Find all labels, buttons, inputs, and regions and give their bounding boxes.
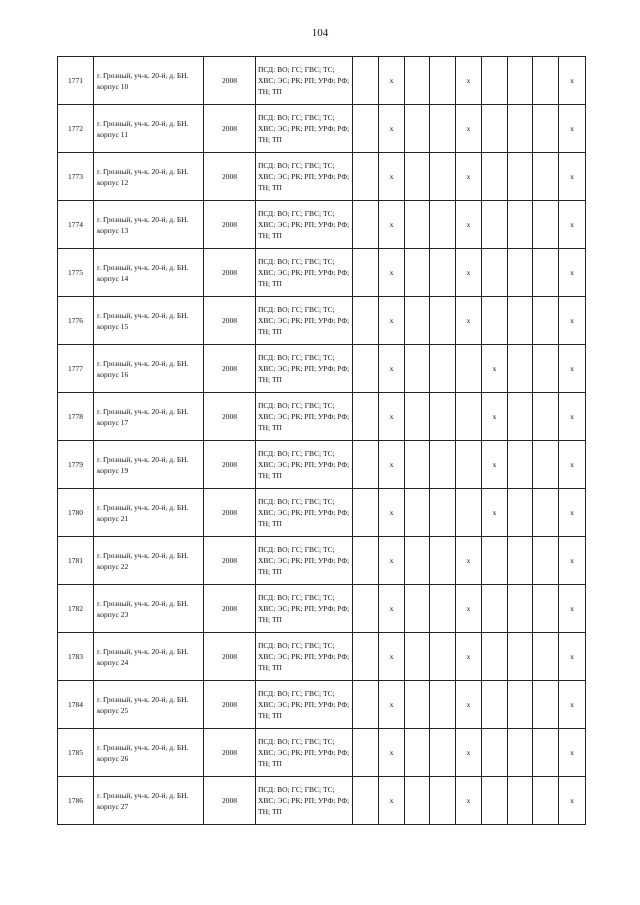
row-number-cell: 1771 (58, 57, 94, 105)
mark-cell (508, 249, 533, 297)
mark-cell (353, 537, 379, 585)
mark-cell: х (456, 633, 482, 681)
mark-cell (405, 441, 430, 489)
year-cell: 2008 (204, 489, 256, 537)
mark-cell: х (559, 57, 586, 105)
systems-cell: ПСД: ВО; ГС; ГВС; ТС; ХВС; ЭС; РК; РП; УРФ; РФ; ТН; ТП (256, 681, 353, 729)
table-row (58, 633, 586, 681)
year-cell: 2008 (204, 105, 256, 153)
year-cell: 2008 (204, 633, 256, 681)
mark-cell (405, 585, 430, 633)
mark-cell: х (559, 441, 586, 489)
mark-cell (353, 489, 379, 537)
systems-cell: ПСД: ВО; ГС; ГВС; ТС; ХВС; ЭС; РК; РП; УРФ; РФ; ТН; ТП (256, 105, 353, 153)
year-cell: 2008 (204, 297, 256, 345)
mark-cell: х (456, 681, 482, 729)
mark-cell: х (482, 393, 508, 441)
mark-cell (482, 57, 508, 105)
table-row (58, 105, 586, 153)
mark-cell (533, 57, 559, 105)
mark-cell (405, 537, 430, 585)
mark-cell: х (456, 57, 482, 105)
mark-cell (533, 441, 559, 489)
mark-cell (508, 153, 533, 201)
mark-cell (430, 249, 456, 297)
table-row (58, 777, 586, 825)
mark-cell (533, 153, 559, 201)
mark-cell: х (456, 297, 482, 345)
table-body (58, 57, 586, 825)
mark-cell: х (379, 249, 405, 297)
mark-cell: х (379, 393, 405, 441)
mark-cell (482, 729, 508, 777)
address-cell: г. Грозный, уч-к. 20-й, д. БН. корпус 19 (94, 441, 204, 489)
table-row (58, 537, 586, 585)
mark-cell: х (456, 105, 482, 153)
mark-cell: х (456, 777, 482, 825)
mark-cell: х (559, 489, 586, 537)
mark-cell (405, 345, 430, 393)
mark-cell: х (559, 585, 586, 633)
year-cell: 2008 (204, 249, 256, 297)
mark-cell (353, 633, 379, 681)
mark-cell (482, 249, 508, 297)
mark-cell (405, 393, 430, 441)
mark-cell (405, 633, 430, 681)
year-cell: 2008 (204, 345, 256, 393)
address-cell: г. Грозный, уч-к. 20-й, д. БН. корпус 25 (94, 681, 204, 729)
mark-cell: х (559, 249, 586, 297)
year-cell: 2008 (204, 441, 256, 489)
mark-cell (430, 681, 456, 729)
table-row (58, 393, 586, 441)
year-cell: 2008 (204, 393, 256, 441)
mark-cell (430, 105, 456, 153)
mark-cell: х (379, 201, 405, 249)
mark-cell (405, 153, 430, 201)
mark-cell: х (379, 441, 405, 489)
row-number-cell: 1783 (58, 633, 94, 681)
systems-cell: ПСД: ВО; ГС; ГВС; ТС; ХВС; ЭС; РК; РП; УРФ; РФ; ТН; ТП (256, 585, 353, 633)
mark-cell (405, 105, 430, 153)
mark-cell: х (482, 489, 508, 537)
mark-cell (353, 249, 379, 297)
mark-cell (430, 585, 456, 633)
systems-cell: ПСД: ВО; ГС; ГВС; ТС; ХВС; ЭС; РК; РП; УРФ; РФ; ТН; ТП (256, 633, 353, 681)
table-row (58, 489, 586, 537)
mark-cell (508, 57, 533, 105)
address-cell: г. Грозный, уч-к. 20-й, д. БН. корпус 10 (94, 57, 204, 105)
mark-cell (533, 537, 559, 585)
mark-cell (482, 297, 508, 345)
year-cell: 2008 (204, 585, 256, 633)
mark-cell (430, 441, 456, 489)
mark-cell: х (559, 393, 586, 441)
address-cell: г. Грозный, уч-к. 20-й, д. БН. корпус 17 (94, 393, 204, 441)
mark-cell: х (379, 105, 405, 153)
row-number-cell: 1772 (58, 105, 94, 153)
mark-cell: х (456, 153, 482, 201)
row-number-cell: 1782 (58, 585, 94, 633)
mark-cell: х (559, 297, 586, 345)
mark-cell: х (559, 153, 586, 201)
mark-cell: х (456, 201, 482, 249)
mark-cell (456, 441, 482, 489)
table-row (58, 201, 586, 249)
systems-cell: ПСД: ВО; ГС; ГВС; ТС; ХВС; ЭС; РК; РП; УРФ; РФ; ТН; ТП (256, 489, 353, 537)
mark-cell (482, 585, 508, 633)
mark-cell (353, 393, 379, 441)
mark-cell (533, 489, 559, 537)
address-cell: г. Грозный, уч-к. 20-й, д. БН. корпус 12 (94, 153, 204, 201)
mark-cell: х (559, 537, 586, 585)
mark-cell (482, 633, 508, 681)
mark-cell (482, 537, 508, 585)
mark-cell (508, 201, 533, 249)
mark-cell (353, 201, 379, 249)
mark-cell (508, 729, 533, 777)
mark-cell (482, 201, 508, 249)
table-row (58, 681, 586, 729)
systems-cell: ПСД: ВО; ГС; ГВС; ТС; ХВС; ЭС; РК; РП; УРФ; РФ; ТН; ТП (256, 537, 353, 585)
mark-cell (353, 585, 379, 633)
mark-cell: х (456, 585, 482, 633)
mark-cell (508, 345, 533, 393)
row-number-cell: 1784 (58, 681, 94, 729)
mark-cell (533, 585, 559, 633)
row-number-cell: 1774 (58, 201, 94, 249)
mark-cell (508, 393, 533, 441)
mark-cell: х (559, 777, 586, 825)
mark-cell (456, 393, 482, 441)
row-number-cell: 1778 (58, 393, 94, 441)
mark-cell (405, 57, 430, 105)
year-cell: 2008 (204, 681, 256, 729)
mark-cell (508, 105, 533, 153)
mark-cell (430, 297, 456, 345)
mark-cell: х (482, 345, 508, 393)
mark-cell (482, 777, 508, 825)
row-number-cell: 1786 (58, 777, 94, 825)
year-cell: 2008 (204, 777, 256, 825)
row-number-cell: 1781 (58, 537, 94, 585)
mark-cell (482, 153, 508, 201)
year-cell: 2008 (204, 153, 256, 201)
mark-cell (508, 585, 533, 633)
mark-cell (430, 537, 456, 585)
address-cell: г. Грозный, уч-к. 20-й, д. БН. корпус 23 (94, 585, 204, 633)
mark-cell (508, 777, 533, 825)
address-cell: г. Грозный, уч-к. 20-й, д. БН. корпус 11 (94, 105, 204, 153)
table-row (58, 729, 586, 777)
row-number-cell: 1780 (58, 489, 94, 537)
mark-cell: х (379, 633, 405, 681)
mark-cell (533, 633, 559, 681)
systems-cell: ПСД: ВО; ГС; ГВС; ТС; ХВС; ЭС; РК; РП; УРФ; РФ; ТН; ТП (256, 777, 353, 825)
mark-cell (430, 393, 456, 441)
mark-cell: х (559, 633, 586, 681)
mark-cell: х (379, 153, 405, 201)
mark-cell: х (456, 537, 482, 585)
mark-cell: х (379, 345, 405, 393)
mark-cell (508, 441, 533, 489)
mark-cell (533, 297, 559, 345)
mark-cell (430, 489, 456, 537)
mark-cell: х (379, 681, 405, 729)
mark-cell (405, 201, 430, 249)
mark-cell: х (379, 489, 405, 537)
mark-cell (430, 777, 456, 825)
address-cell: г. Грозный, уч-к. 20-й, д. БН. корпус 22 (94, 537, 204, 585)
mark-cell: х (379, 729, 405, 777)
year-cell: 2008 (204, 537, 256, 585)
systems-cell: ПСД: ВО; ГС; ГВС; ТС; ХВС; ЭС; РК; РП; УРФ; РФ; ТН; ТП (256, 345, 353, 393)
mark-cell: х (559, 345, 586, 393)
address-cell: г. Грозный, уч-к. 20-й, д. БН. корпус 27 (94, 777, 204, 825)
systems-cell: ПСД: ВО; ГС; ГВС; ТС; ХВС; ЭС; РК; РП; УРФ; РФ; ТН; ТП (256, 441, 353, 489)
mark-cell (533, 393, 559, 441)
year-cell: 2008 (204, 729, 256, 777)
mark-cell (353, 105, 379, 153)
mark-cell (430, 153, 456, 201)
mark-cell: х (482, 441, 508, 489)
systems-cell: ПСД: ВО; ГС; ГВС; ТС; ХВС; ЭС; РК; РП; УРФ; РФ; ТН; ТП (256, 393, 353, 441)
mark-cell (353, 441, 379, 489)
mark-cell (430, 201, 456, 249)
mark-cell (456, 489, 482, 537)
mark-cell (405, 249, 430, 297)
mark-cell (353, 345, 379, 393)
mark-cell (353, 729, 379, 777)
mark-cell (482, 105, 508, 153)
table-row (58, 441, 586, 489)
mark-cell: х (559, 105, 586, 153)
address-cell: г. Грозный, уч-к. 20-й, д. БН. корпус 13 (94, 201, 204, 249)
mark-cell (533, 777, 559, 825)
registry-table (57, 56, 586, 825)
address-cell: г. Грозный, уч-к. 20-й, д. БН. корпус 14 (94, 249, 204, 297)
mark-cell (533, 345, 559, 393)
mark-cell (405, 729, 430, 777)
mark-cell: х (379, 537, 405, 585)
mark-cell: х (456, 729, 482, 777)
address-cell: г. Грозный, уч-к. 20-й, д. БН. корпус 16 (94, 345, 204, 393)
address-cell: г. Грозный, уч-к. 20-й, д. БН. корпус 15 (94, 297, 204, 345)
systems-cell: ПСД: ВО; ГС; ГВС; ТС; ХВС; ЭС; РК; РП; УРФ; РФ; ТН; ТП (256, 249, 353, 297)
mark-cell (353, 681, 379, 729)
mark-cell (508, 633, 533, 681)
row-number-cell: 1776 (58, 297, 94, 345)
mark-cell (482, 681, 508, 729)
mark-cell (430, 633, 456, 681)
mark-cell: х (559, 201, 586, 249)
address-cell: г. Грозный, уч-к. 20-й, д. БН. корпус 26 (94, 729, 204, 777)
mark-cell (353, 777, 379, 825)
year-cell: 2008 (204, 201, 256, 249)
mark-cell (533, 201, 559, 249)
row-number-cell: 1779 (58, 441, 94, 489)
mark-cell: х (379, 297, 405, 345)
row-number-cell: 1785 (58, 729, 94, 777)
mark-cell (456, 345, 482, 393)
mark-cell (353, 297, 379, 345)
mark-cell (508, 681, 533, 729)
table-row (58, 345, 586, 393)
mark-cell (508, 537, 533, 585)
mark-cell: х (379, 585, 405, 633)
mark-cell: х (559, 681, 586, 729)
mark-cell: х (559, 729, 586, 777)
mark-cell (405, 489, 430, 537)
row-number-cell: 1777 (58, 345, 94, 393)
table-row (58, 297, 586, 345)
mark-cell (405, 681, 430, 729)
address-cell: г. Грозный, уч-к. 20-й, д. БН. корпус 24 (94, 633, 204, 681)
systems-cell: ПСД: ВО; ГС; ГВС; ТС; ХВС; ЭС; РК; РП; УРФ; РФ; ТН; ТП (256, 57, 353, 105)
mark-cell (430, 729, 456, 777)
mark-cell (533, 249, 559, 297)
mark-cell (430, 57, 456, 105)
row-number-cell: 1773 (58, 153, 94, 201)
systems-cell: ПСД: ВО; ГС; ГВС; ТС; ХВС; ЭС; РК; РП; УРФ; РФ; ТН; ТП (256, 729, 353, 777)
row-number-cell: 1775 (58, 249, 94, 297)
address-cell: г. Грозный, уч-к. 20-й, д. БН. корпус 21 (94, 489, 204, 537)
mark-cell (508, 489, 533, 537)
mark-cell: х (379, 57, 405, 105)
mark-cell: х (379, 777, 405, 825)
mark-cell (533, 105, 559, 153)
systems-cell: ПСД: ВО; ГС; ГВС; ТС; ХВС; ЭС; РК; РП; УРФ; РФ; ТН; ТП (256, 297, 353, 345)
page-number: 104 (311, 27, 329, 39)
mark-cell (533, 681, 559, 729)
mark-cell (405, 297, 430, 345)
systems-cell: ПСД: ВО; ГС; ГВС; ТС; ХВС; ЭС; РК; РП; УРФ; РФ; ТН; ТП (256, 201, 353, 249)
systems-cell: ПСД: ВО; ГС; ГВС; ТС; ХВС; ЭС; РК; РП; УРФ; РФ; ТН; ТП (256, 153, 353, 201)
mark-cell (405, 777, 430, 825)
mark-cell (353, 57, 379, 105)
mark-cell (430, 345, 456, 393)
table-row (58, 57, 586, 105)
mark-cell (508, 297, 533, 345)
mark-cell: х (456, 249, 482, 297)
mark-cell (533, 729, 559, 777)
table-row (58, 249, 586, 297)
year-cell: 2008 (204, 57, 256, 105)
mark-cell (353, 153, 379, 201)
table-row (58, 153, 586, 201)
table-row (58, 585, 586, 633)
